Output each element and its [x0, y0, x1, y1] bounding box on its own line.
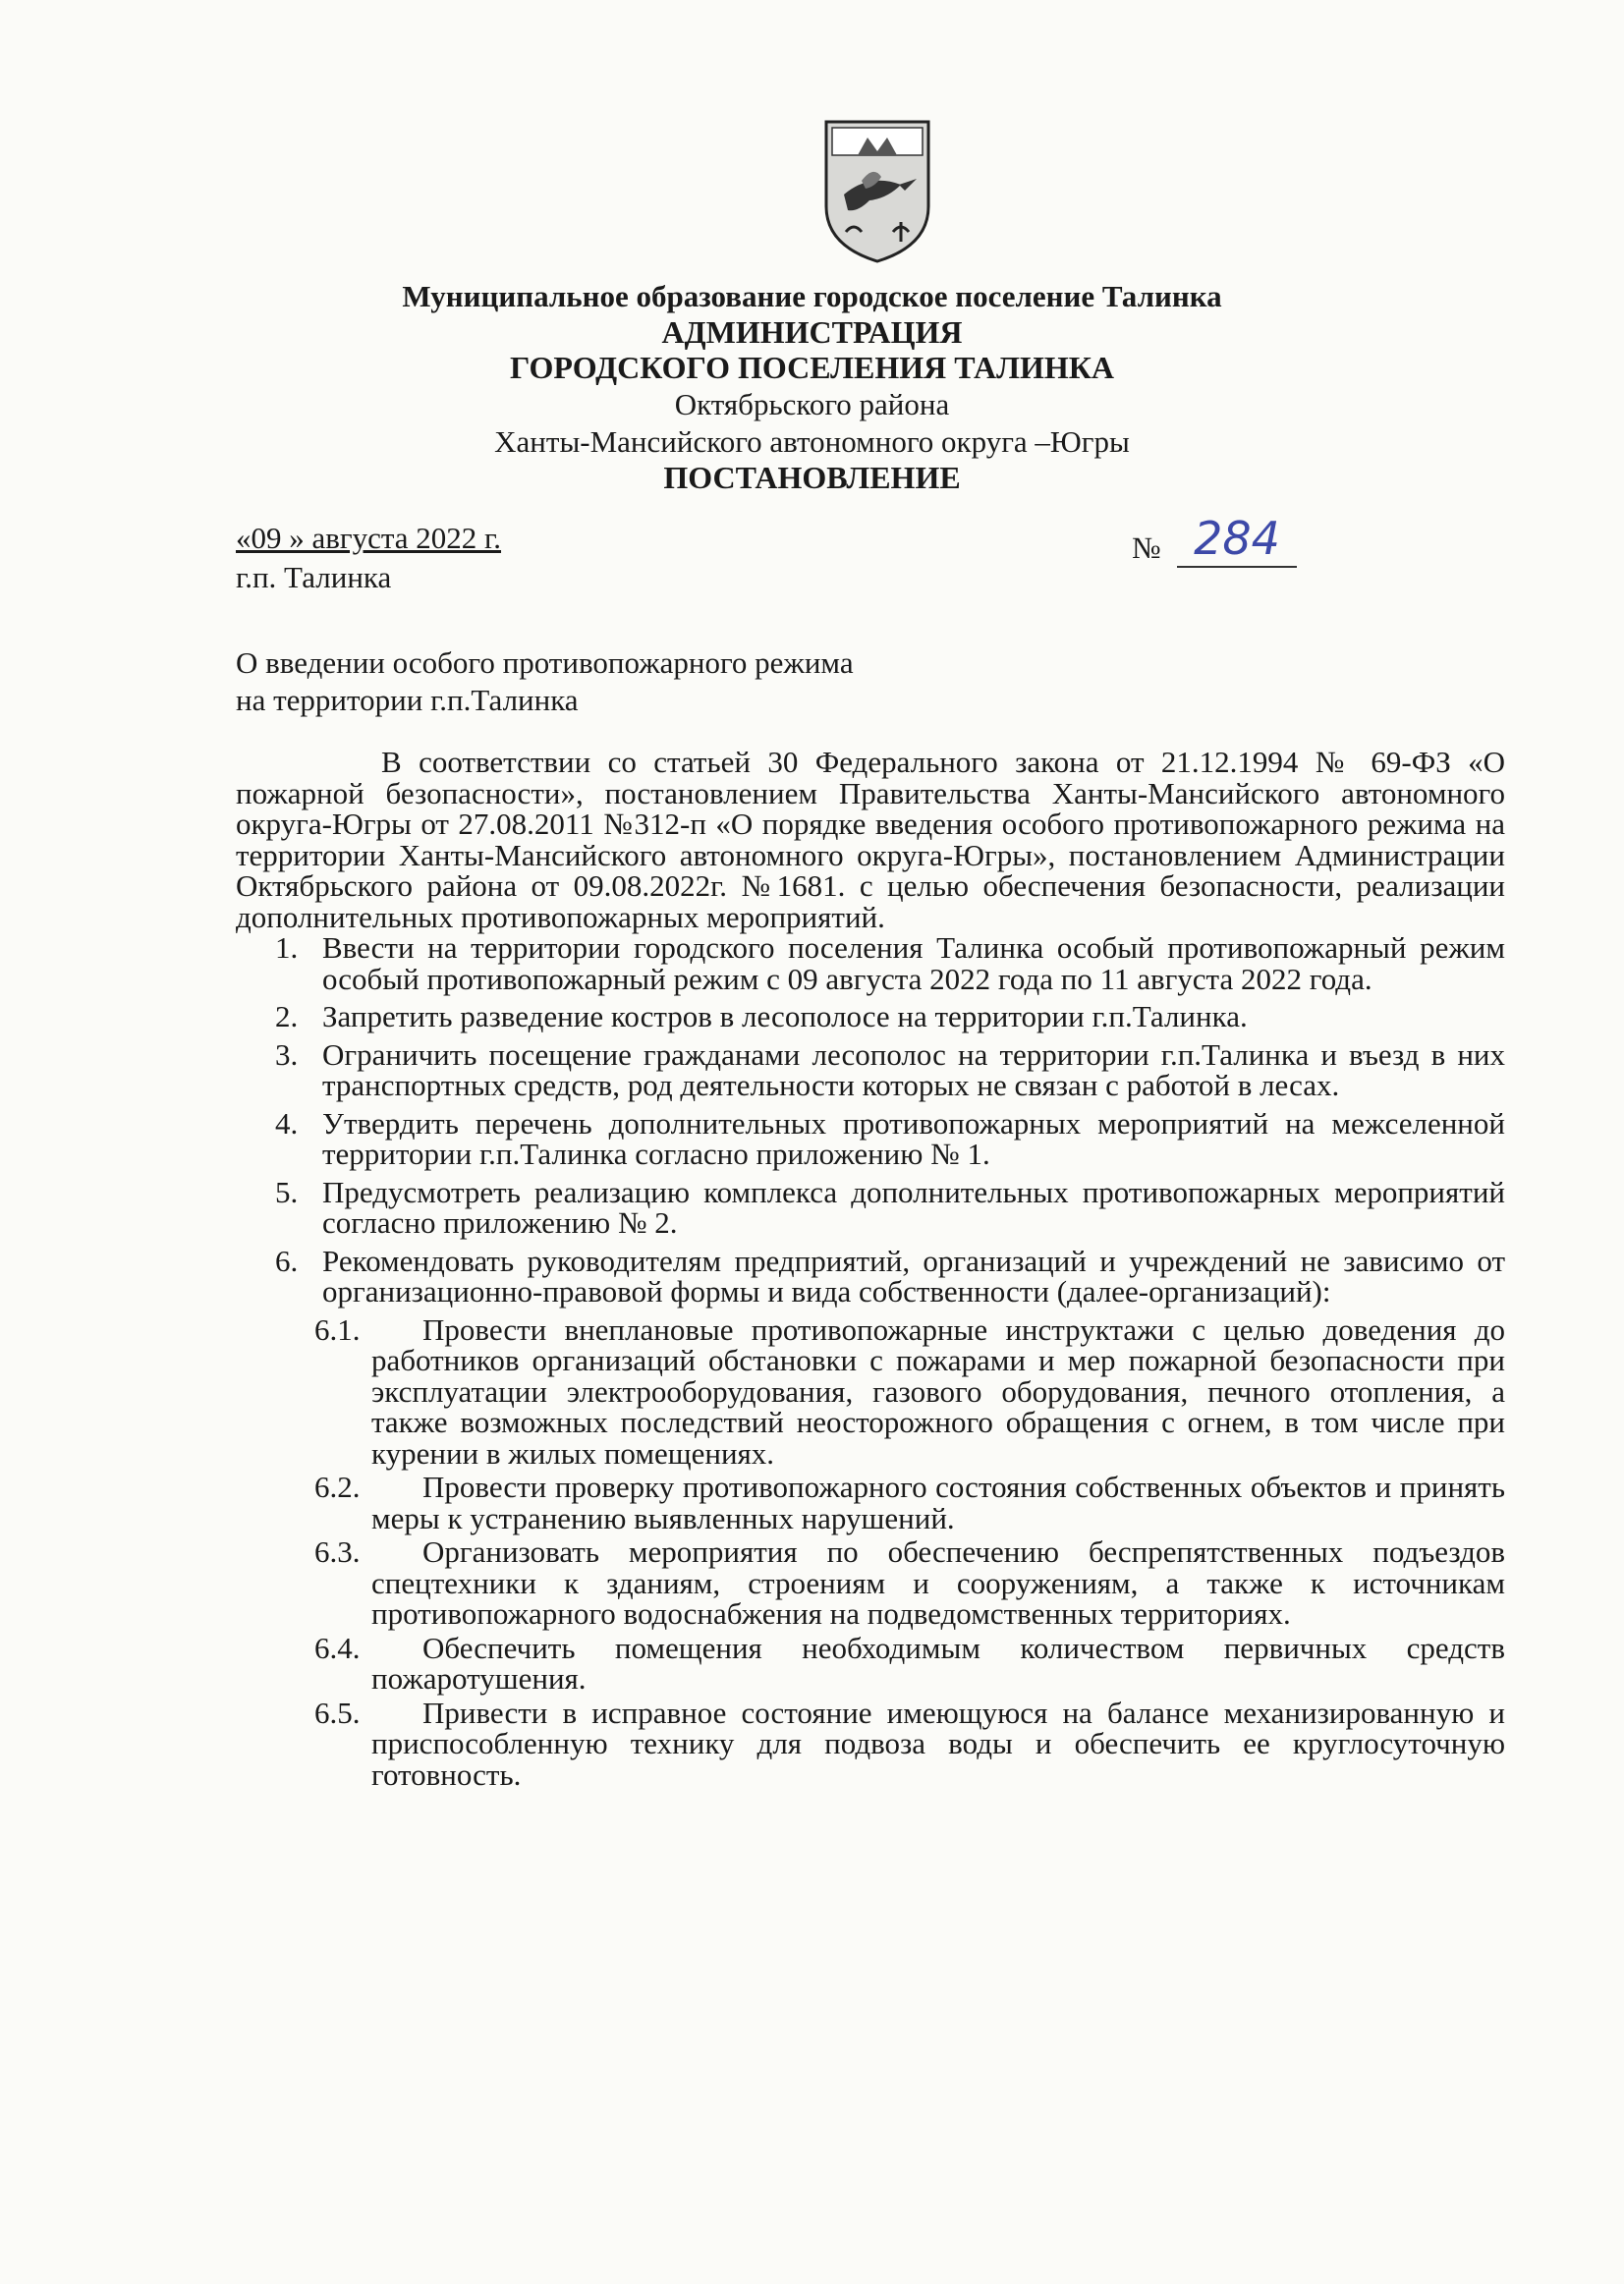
- sub-item-number: 6.4.: [314, 1630, 361, 1665]
- sub-item-text: Провести внеплановые противопожарные инструктажи с целью доведения до работников организаций обстановки с пожарами и мер пожарной безопасности при эксплуатации электрооборудования, газового оборудования, печного отопления, а также возможных последствий неосторожного обращения с огнем, в том числе при курении в жилых помещениях.: [371, 1311, 1505, 1471]
- list-item: [236, 1243, 1505, 1309]
- settlement-title: ГОРОДСКОГО ПОСЕЛЕНИЯ ТАЛИНКА: [509, 350, 1115, 385]
- sub-item-text: Привести в исправное состояние имеющуюся на балансе механизированную и приспособленную технику для подвоза воды и обеспечить ее круглосуточную готовность.: [371, 1695, 1505, 1792]
- item-number: 5.: [275, 1174, 299, 1209]
- item-number: 3.: [275, 1036, 299, 1072]
- item-number: 2.: [275, 999, 299, 1033]
- document-place: г.п. Талинка: [236, 560, 392, 594]
- document-date: «09 » августа 2022 г.: [236, 521, 502, 555]
- subject-line-2: на территории г.п.Талинка: [236, 683, 579, 717]
- admin-title: АДМИНИСТРАЦИЯ: [661, 314, 963, 350]
- resolution-items: [236, 932, 1505, 1308]
- intro-paragraph: В соответствии со статьей 30 Федерального закона от 21.12.1994 № 69-ФЗ «О пожарной безопасности», постановлением Правительства Ханты-Мансийского автономного округа-Югры от 27.08.2011 №312-п «О порядке введения особого противопожарного режима на территории Ханты-Мансийского автономного округа-Югры», постановлением Администрации Октябрьского района от 09.08.2022г. №1681. с целью обеспечения безопасности, реализации дополнительных противопожарных мероприятий.: [236, 745, 1505, 934]
- number-label: №: [1132, 530, 1161, 565]
- region-line: Ханты-Мансийского автономного округа –Югры: [494, 424, 1130, 459]
- sub-item-text: Организовать мероприятия по обеспечению беспрепятственных подъездов спецтехники к зданиям, строениям и сооружениям, а также к источникам противопожарного водоснабжения на подведомственных территориях.: [371, 1534, 1505, 1631]
- sub-item: [236, 1695, 1505, 1792]
- item-text: Ввести на территории городского поселения Талинка особый противопожарный режим особый противопожарный режим с 09 августа 2022 года по 11 августа 2022 года.: [322, 930, 1505, 996]
- coat-of-arms-icon: [818, 116, 936, 265]
- document-body: [236, 747, 1505, 1793]
- list-item: [236, 932, 1505, 994]
- list-item: [236, 1036, 1505, 1102]
- sub-item-number: 6.5.: [314, 1695, 361, 1730]
- item-text: Запретить разведение костров в лесополосе на территории г.п.Талинка.: [322, 999, 1248, 1033]
- document-type: ПОСТАНОВЛЕНИЕ: [663, 460, 961, 495]
- sub-item: [236, 1536, 1505, 1630]
- sub-item: [236, 1630, 1505, 1696]
- sub-item: [236, 1472, 1505, 1533]
- district-line: Октябрьского района: [674, 387, 950, 421]
- sub-item-text: Обеспечить помещения необходимым количеством первичных средств пожаротушения.: [371, 1630, 1505, 1696]
- item-number: 6.: [275, 1243, 299, 1278]
- item-number: 1.: [275, 930, 299, 965]
- item-text: Рекомендовать руководителям предприятий, организаций и учреждений не зависимо от организационно-правовой формы и вида собственности (далее-организаций):: [322, 1243, 1505, 1309]
- item-number: 4.: [275, 1105, 299, 1141]
- sub-item-text: Провести проверку противопожарного состояния собственных объектов и принять меры к устранению выявленных нарушений.: [371, 1470, 1505, 1535]
- item-text: Ограничить посещение гражданами лесополос на территории г.п.Талинка и въезд в них транспортных средств, род деятельности которых не связан с работой в лесах.: [322, 1036, 1505, 1102]
- sub-item-number: 6.1.: [314, 1311, 361, 1347]
- item-text: Утвердить перечень дополнительных противопожарных мероприятий на межселенной территории г.п.Талинка согласно приложению № 1.: [322, 1105, 1505, 1171]
- item-text: Предусмотреть реализацию комплекса дополнительных противопожарных мероприятий согласно приложению № 2.: [322, 1174, 1505, 1240]
- list-item: [236, 1174, 1505, 1240]
- sub-item-number: 6.3.: [314, 1534, 361, 1569]
- list-item: [236, 1105, 1505, 1171]
- municipality-title: Муниципальное образование городское поселение Талинка: [402, 279, 1222, 313]
- document-subject: [236, 644, 854, 719]
- sub-item: [236, 1311, 1505, 1471]
- handwritten-number: 284: [1177, 511, 1297, 568]
- list-item: [236, 1001, 1505, 1032]
- sub-item-number: 6.2.: [314, 1470, 361, 1504]
- subject-line-1: О введении особого противопожарного режима: [236, 645, 854, 680]
